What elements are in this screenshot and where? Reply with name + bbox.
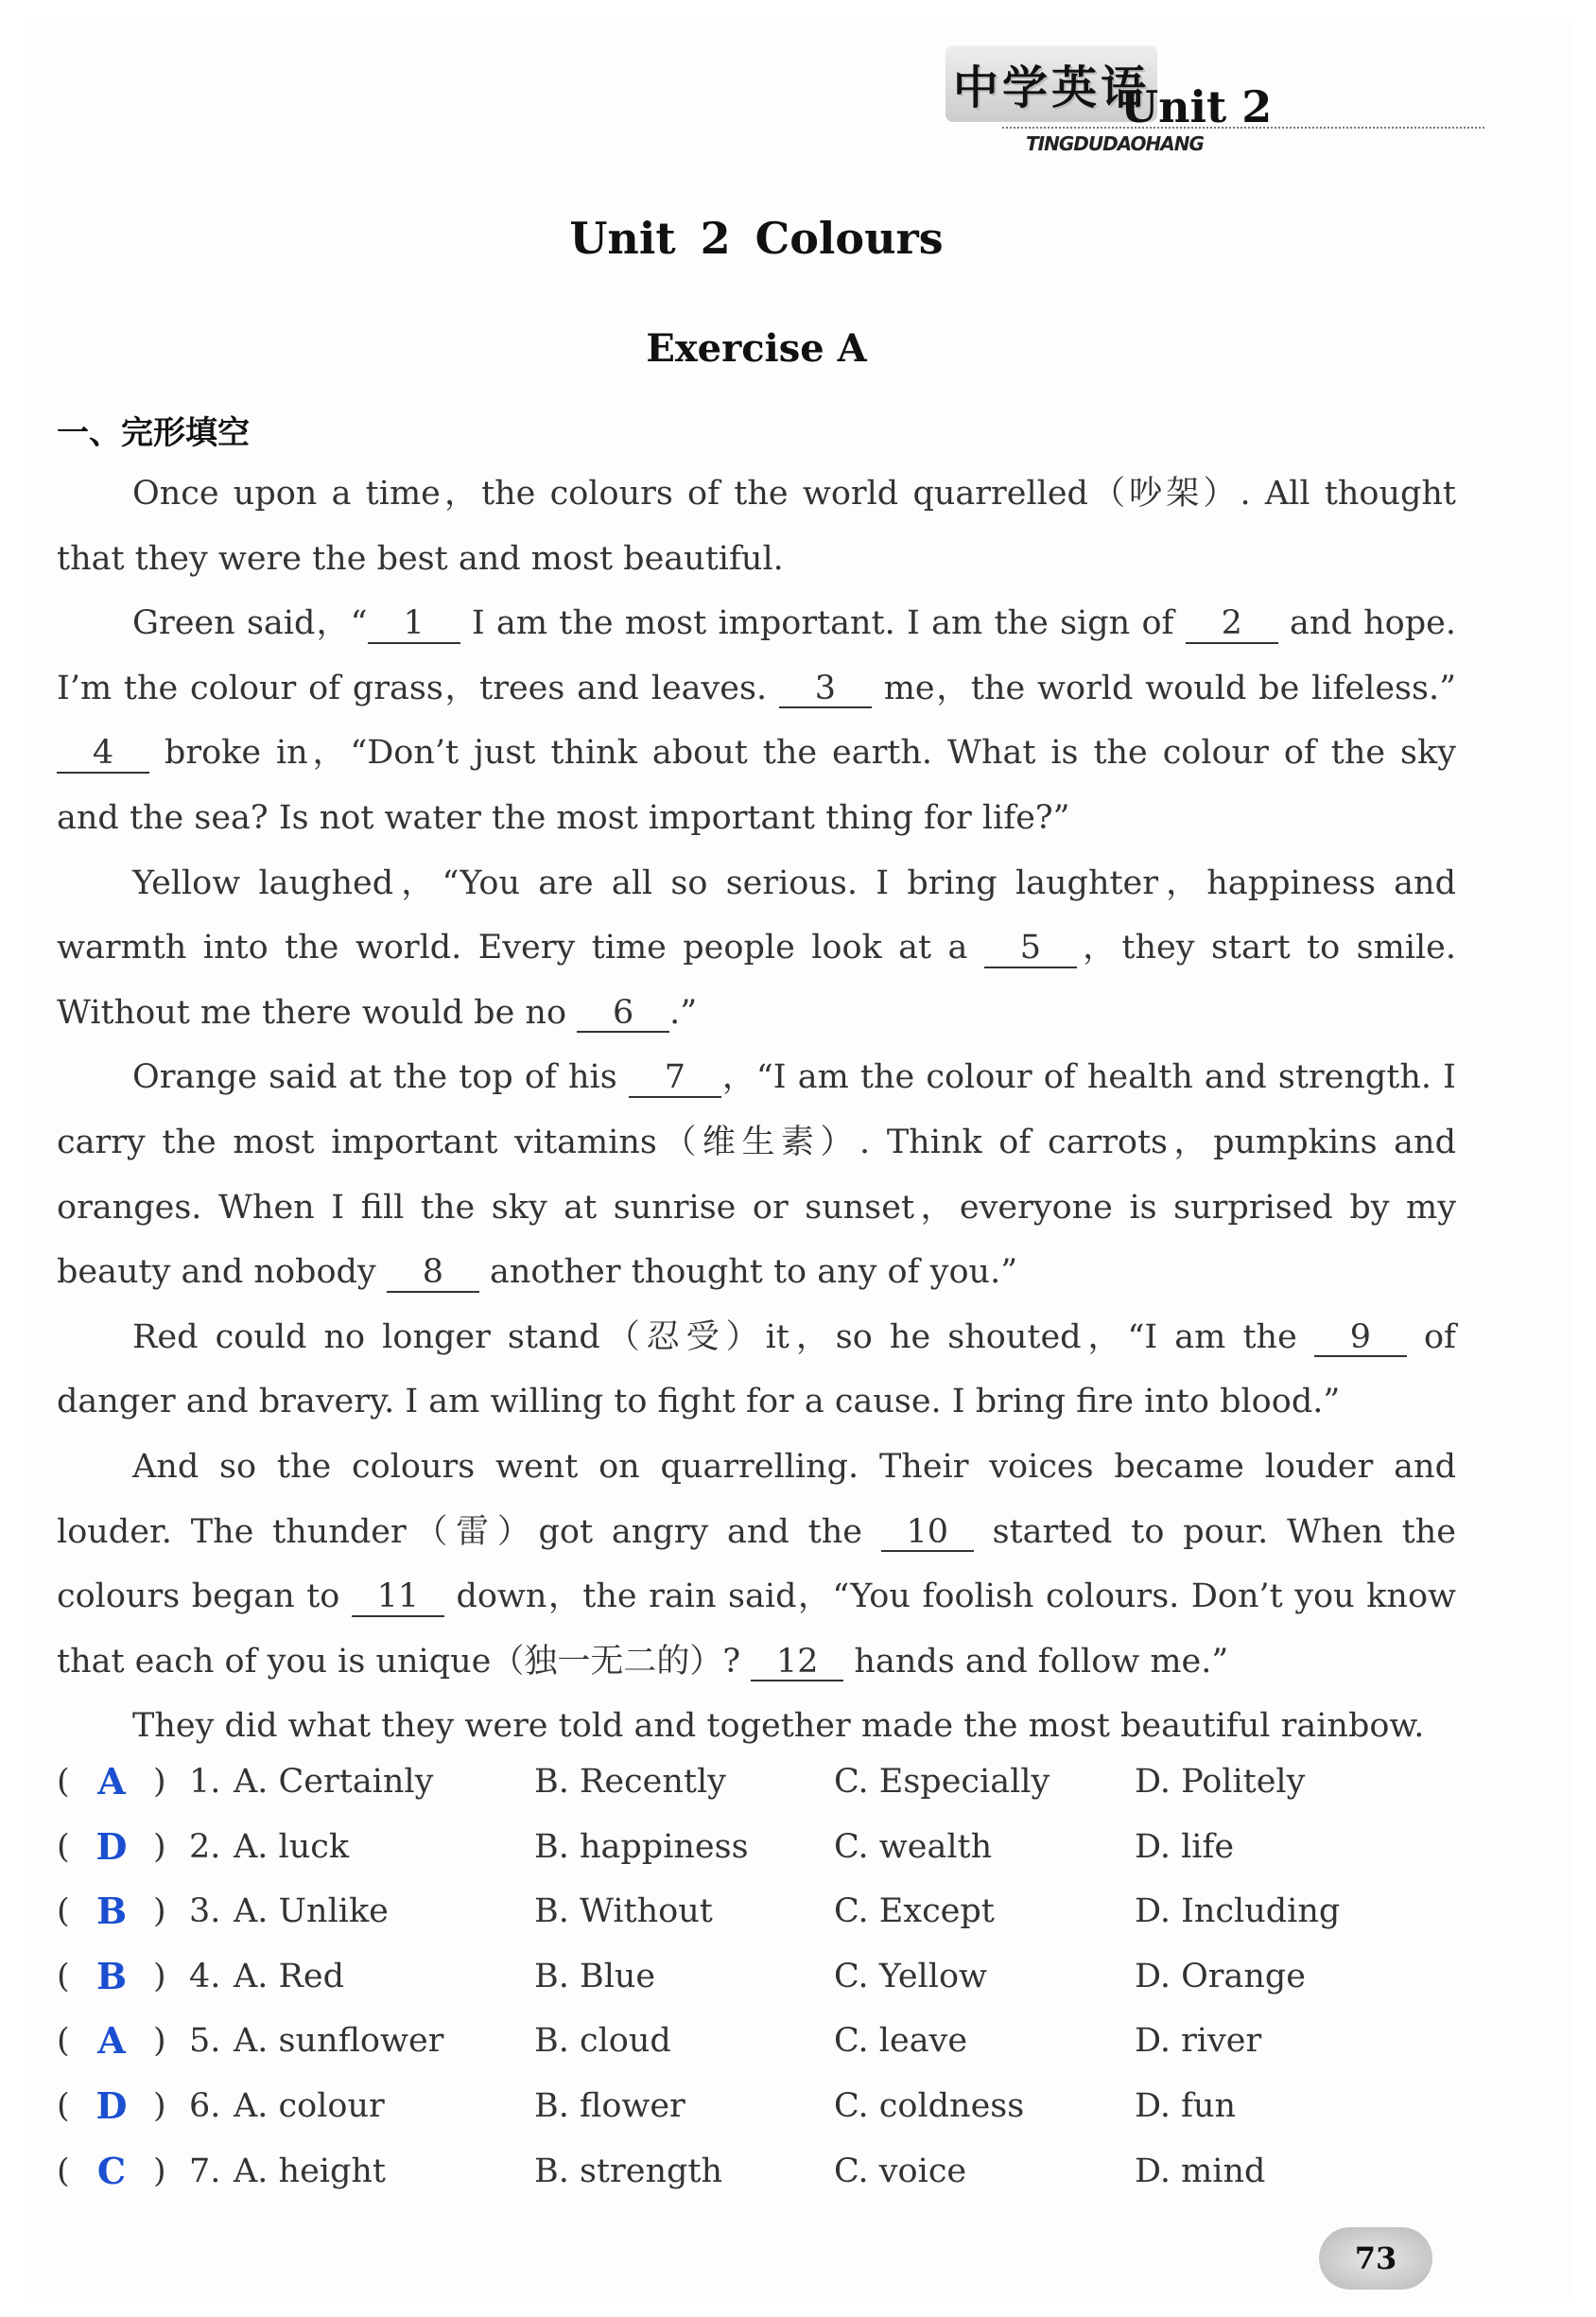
answer-options (57, 1750, 1475, 2204)
passage-text: They did what they were told and together made the most beautiful rainbow. (132, 1707, 1425, 1746)
blank-7: 7 (629, 1059, 721, 1098)
passage-text: Green said，“ (132, 604, 368, 643)
passage-text: Orange said at the top of his (132, 1058, 629, 1097)
passage-text: another thought to any of you.” (478, 1253, 1018, 1292)
paragraph-1 (57, 462, 1456, 591)
passage-text: of danger and bravery. I am willing to fight for a cause. I bring fire into blood.” (57, 1317, 1456, 1421)
answer-mark: B (95, 1954, 128, 1997)
option-c: C. Except (834, 1892, 995, 1931)
option-row-3 (57, 1879, 1475, 1944)
series-title: 中学英语 (945, 45, 1157, 122)
unit-title: Unit 2 Colours (569, 213, 944, 264)
option-row-7 (57, 2139, 1475, 2204)
option-c: C. voice (834, 2152, 967, 2190)
option-b: B. cloud (534, 2022, 671, 2061)
passage-text: Red could no longer stand（忍受）it，so he shouted，“I am the (132, 1317, 1314, 1356)
paren-open: ( (57, 2086, 70, 2125)
blank-9: 9 (1314, 1319, 1407, 1358)
passage-text: and hope. I’m the colour of grass，trees and leaves. (57, 604, 1457, 707)
header-divider (1002, 127, 1484, 129)
blank-4: 4 (57, 735, 149, 774)
header-pinyin: TINGDUDAOHANG (1026, 132, 1204, 155)
option-b: B. flower (534, 2086, 685, 2125)
answer-mark: C (96, 2149, 127, 2192)
answer-mark: D (95, 1824, 128, 1868)
option-b: B. Blue (534, 1957, 656, 1995)
passage-text: hands and follow me.” (843, 1642, 1229, 1681)
option-c: C. coldness (834, 2086, 1025, 2125)
option-row-1 (57, 1750, 1475, 1815)
question-number: 3. (189, 1892, 221, 1931)
paragraph-5 (57, 1305, 1456, 1435)
option-b: B. Without (534, 1892, 713, 1931)
option-a: A. sunflower (234, 2022, 444, 2061)
passage-text: And so the colours went on quarrelling. Their voices became louder and louder. The thunder（雷）got angry and the (57, 1447, 1456, 1551)
blank-11: 11 (352, 1578, 444, 1617)
paren-open: ( (57, 1892, 70, 1931)
blank-12: 12 (751, 1644, 843, 1682)
blank-3: 3 (779, 671, 872, 709)
answer-mark: B (95, 1890, 128, 1933)
question-number: 7. (189, 2152, 221, 2190)
answer-mark: A (97, 2019, 126, 2063)
option-d: D. Politely (1135, 1763, 1306, 1801)
paragraph-3 (57, 851, 1456, 1046)
paren-close: ) (153, 1892, 166, 1931)
option-d: D. Including (1135, 1892, 1341, 1931)
paren-open: ( (57, 1827, 70, 1866)
option-a: A. Unlike (234, 1892, 389, 1931)
paragraph-4 (57, 1045, 1456, 1304)
question-number: 4. (189, 1957, 221, 1995)
option-b: B. Recently (534, 1763, 726, 1801)
option-c: C. Yellow (834, 1957, 987, 1995)
passage-text: me，the world would be lifeless.” (871, 669, 1456, 707)
passage-text: ，they start to smile. Without me there would be no (57, 929, 1456, 1032)
option-a: A. Certainly (234, 1763, 434, 1801)
option-d: D. fun (1135, 2086, 1237, 2125)
option-c: C. leave (834, 2022, 968, 2061)
option-a: A. colour (234, 2086, 385, 2125)
passage-text: broke in，“Don’t just think about the earth. What is the colour of the sky and the sea? Is not water the most important thing for life?” (57, 734, 1456, 837)
option-b: B. strength (534, 2152, 722, 2190)
question-number: 6. (189, 2086, 221, 2125)
answer-mark: D (95, 2083, 128, 2127)
paren-close: ) (153, 2022, 166, 2061)
blank-8: 8 (387, 1254, 479, 1293)
paren-close: ) (153, 1827, 166, 1866)
option-a: A. Red (234, 1957, 344, 1995)
paren-close: ) (153, 2152, 166, 2190)
paren-open: ( (57, 2152, 70, 2190)
exercise-title: Exercise A (646, 326, 867, 371)
running-header (945, 45, 1494, 159)
option-d: D. life (1135, 1827, 1235, 1866)
option-row-4 (57, 1944, 1475, 2010)
passage-text: started to pour. When the colours began to (57, 1512, 1456, 1616)
paren-open: ( (57, 1763, 70, 1801)
blank-2: 2 (1186, 605, 1278, 644)
option-b: B. happiness (534, 1827, 749, 1866)
option-row-5 (57, 2009, 1475, 2074)
passage-text: .” (669, 993, 698, 1032)
option-d: D. Orange (1135, 1957, 1307, 1995)
question-number: 5. (189, 2022, 221, 2061)
paren-close: ) (153, 1763, 166, 1801)
blank-10: 10 (881, 1514, 974, 1553)
option-a: A. height (234, 2152, 386, 2190)
cloze-passage (57, 462, 1456, 1759)
passage-text: Yellow laughed，“You are all so serious. I bring laughter，happiness and warmth into the world. Every time people look at a (57, 863, 1456, 967)
paragraph-6 (57, 1435, 1456, 1694)
paren-close: ) (153, 2086, 166, 2125)
option-row-6 (57, 2074, 1475, 2139)
option-a: A. luck (234, 1827, 350, 1866)
question-number: 2. (189, 1827, 221, 1866)
paren-open: ( (57, 2022, 70, 2061)
passage-text: I am the most important. I am the sign of (460, 604, 1186, 643)
question-number: 1. (189, 1763, 221, 1801)
paren-open: ( (57, 1957, 70, 1995)
option-d: D. mind (1135, 2152, 1266, 2190)
option-c: C. Especially (834, 1763, 1050, 1801)
passage-text: ，“I am the colour of health and strength. I carry the most important vitamins（维生素）. Think of carrots，pumpkins and oranges. When I fill the sky at sunrise or sunset，everyone is surprised by my beauty and nobody (57, 1058, 1456, 1292)
answer-mark: A (97, 1760, 126, 1803)
blank-5: 5 (984, 930, 1077, 968)
option-d: D. river (1135, 2022, 1262, 2061)
option-row-2 (57, 1815, 1475, 1880)
blank-6: 6 (577, 995, 669, 1034)
blank-1: 1 (368, 605, 460, 644)
passage-text: down，the rain said，“You foolish colours. Don’t you know that each of you is unique（独一无二的）? (57, 1577, 1456, 1681)
paragraph-2 (57, 591, 1456, 850)
section-title: 一、完形填空 (57, 414, 250, 452)
header-unit-label: Unit 2 (1120, 81, 1273, 132)
paren-close: ) (153, 1957, 166, 1995)
passage-text: Once upon a time，the colours of the world quarrelled（吵架）. All thought that they were the best and most beautiful. (57, 475, 1456, 578)
page-number: 73 (1319, 2227, 1432, 2290)
option-c: C. wealth (834, 1827, 993, 1866)
